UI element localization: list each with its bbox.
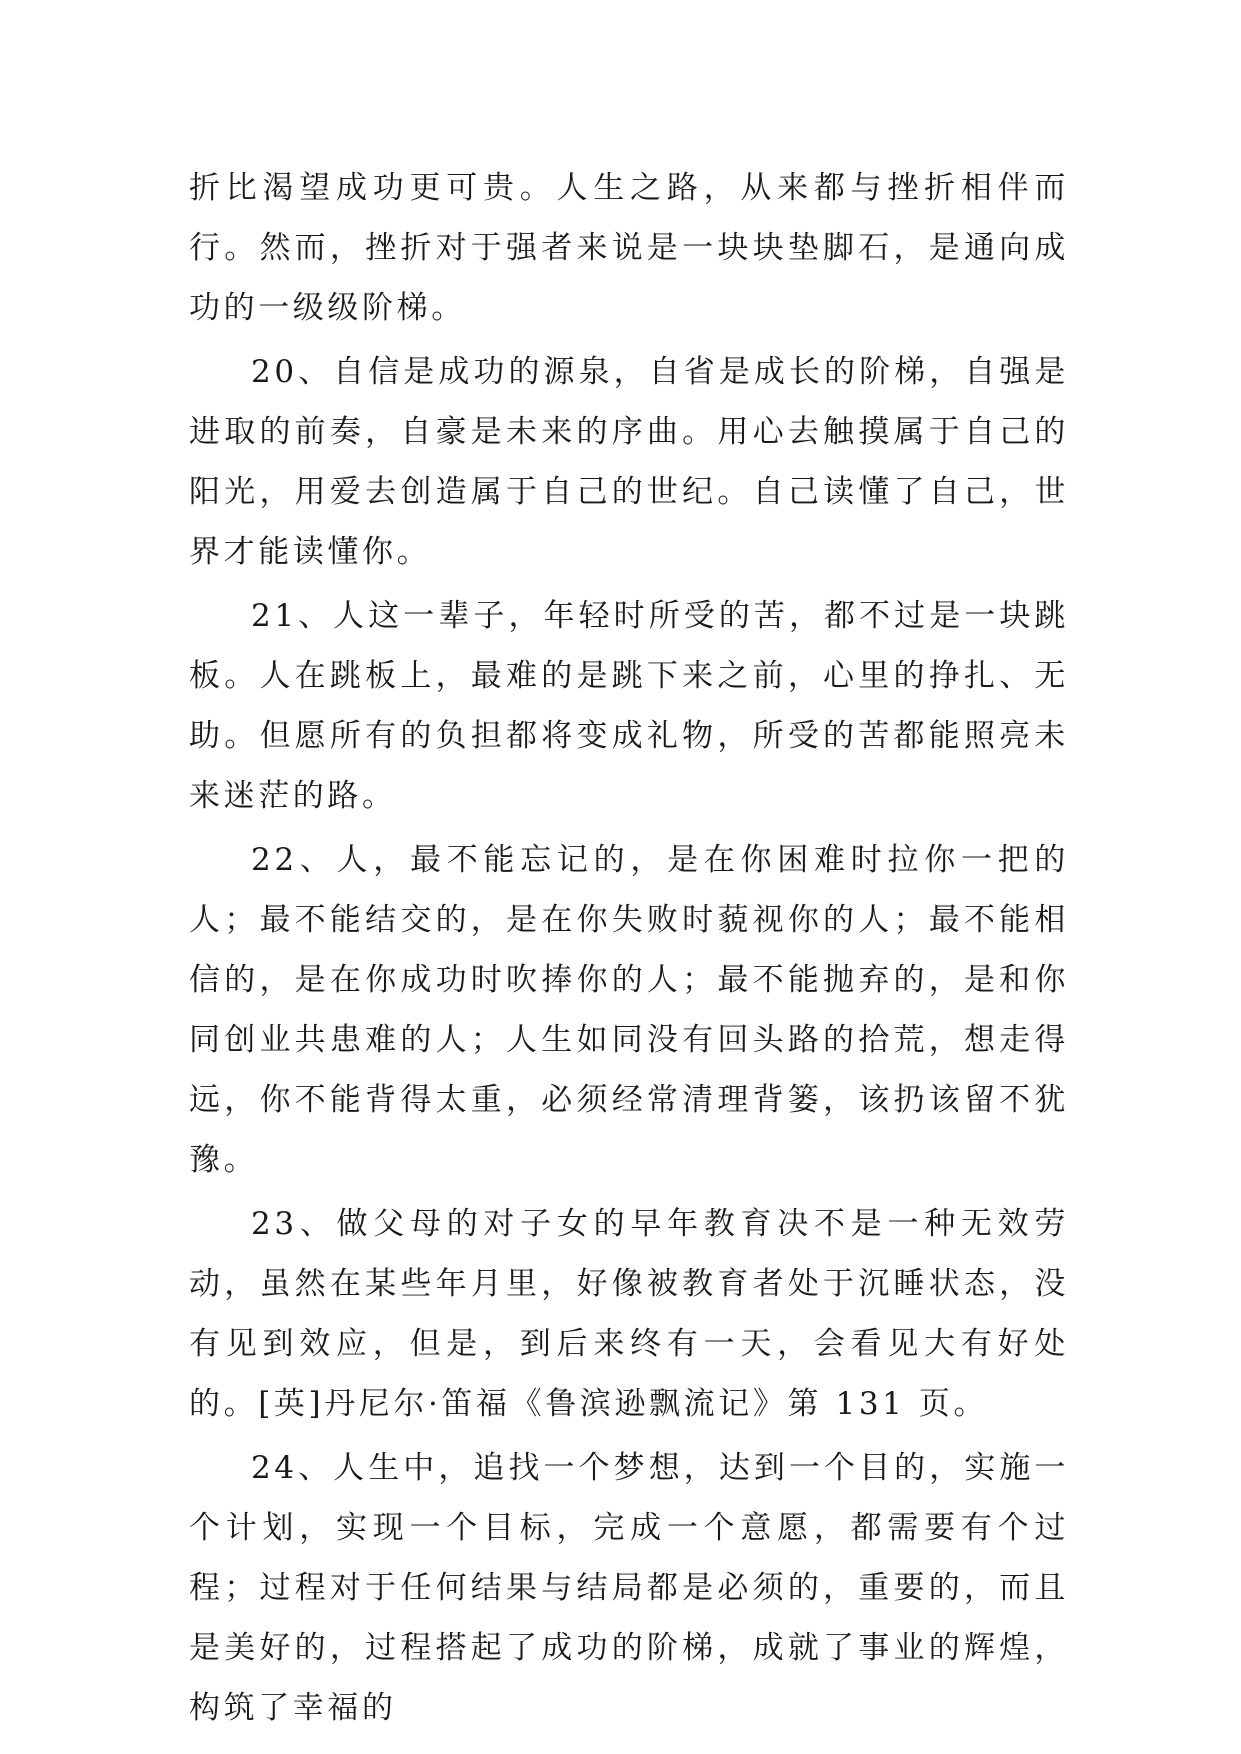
paragraph-23: 23、做父母的对子女的早年教育决不是一种无效劳动，虽然在某些年月里，好像被教育者处于沉睡状态，没有见到效应，但是，到后来终有一天，会看见大有好处的。[英]丹尼尔·笛福《鲁滨逊飘流记》第 131 页。 (189, 1206, 1069, 1422)
paragraph-20: 20、自信是成功的源泉，自省是成长的阶梯，自强是进取的前奏，自豪是未来的序曲。用心去触摸属于自己的阳光，用爱去创造属于自己的世纪。自己读懂了自己，世界才能读懂你。 (189, 354, 1069, 570)
paragraph-24: 24、人生中，追找一个梦想，达到一个目的，实施一个计划，实现一个目标，完成一个意愿，都需要有个过程；过程对于任何结果与结局都是必须的，重要的，而且是美好的，过程搭起了成功的阶梯，成就了事业的辉煌，构筑了幸福的 (189, 1450, 1069, 1726)
paragraph-22: 22、人，最不能忘记的，是在你困难时拉你一把的人；最不能结交的，是在你失败时藐视你的人；最不能相信的，是在你成功时吹捧你的人；最不能抛弃的，是和你同创业共患难的人；人生如同没有回头路的拾荒，想走得远，你不能背得太重，必须经常清理背篓，该扔该留不犹豫。 (189, 842, 1069, 1178)
paragraph-21: 21、人这一辈子，年轻时所受的苦，都不过是一块跳板。人在跳板上，最难的是跳下来之前，心里的挣扎、无助。但愿所有的负担都将变成礼物，所受的苦都能照亮未来迷茫的路。 (189, 598, 1069, 814)
document-body (189, 158, 1069, 1742)
paragraph-continued: 折比渴望成功更可贵。人生之路，从来都与挫折相伴而行。然而，挫折对于强者来说是一块块垫脚石，是通向成功的一级级阶梯。 (189, 170, 1069, 326)
